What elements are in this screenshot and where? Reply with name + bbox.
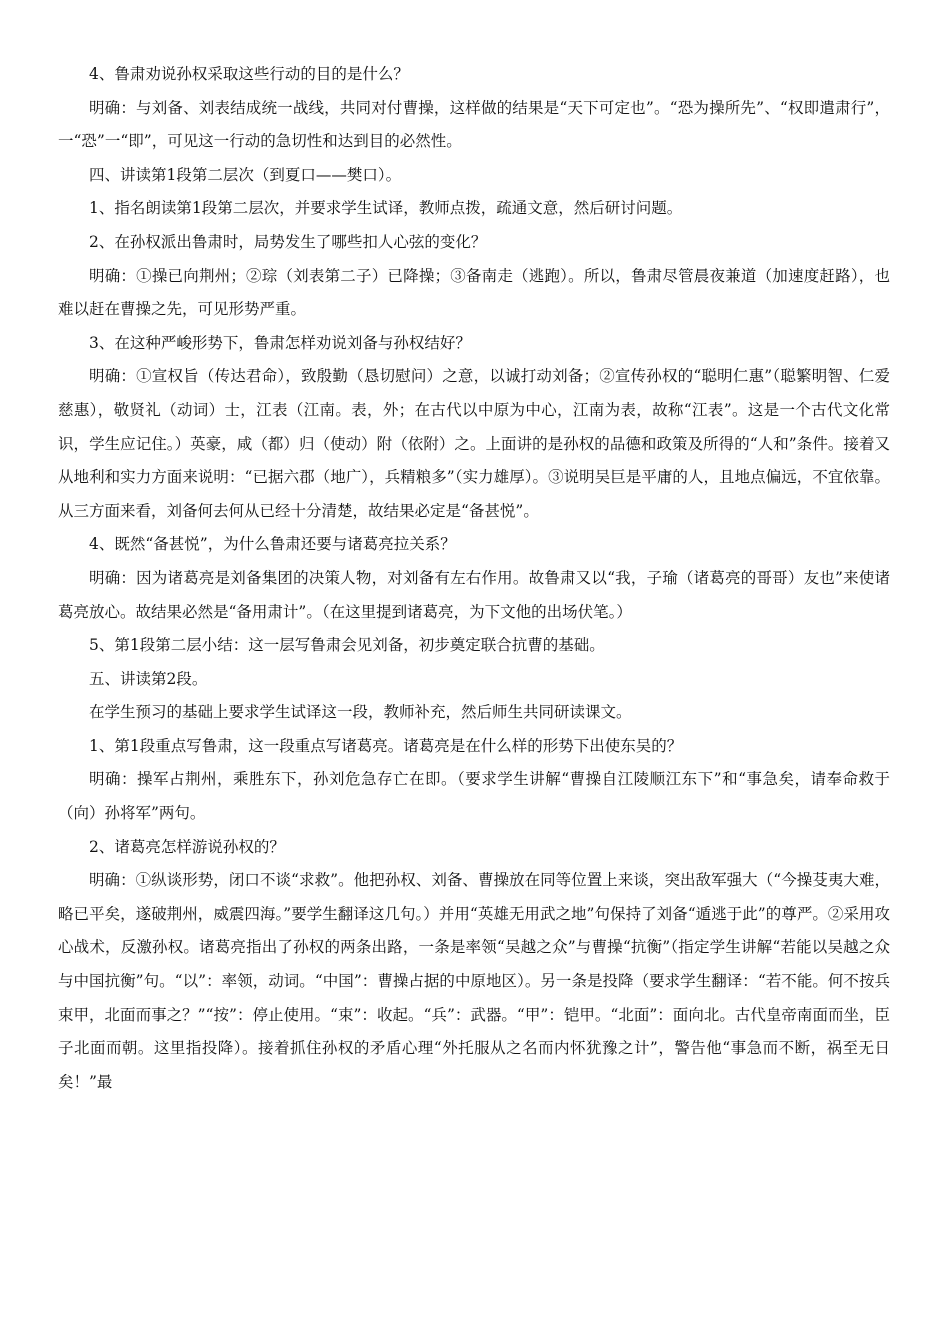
answer-2-situation: 明确：①操已向荆州；②琮（刘表第二子）已降操；③备南走（逃跑）。所以，鲁肃尽管晨夜兼道（加速度赶路），也难以赶在曹操之先，可见形势严重。: [58, 266, 890, 319]
answer-1-mission: 明确：操军占荆州，乘胜东下，孙刘危急存亡在即。（要求学生讲解“曹操自江陵顺江东下”和“事急矣，请奉命救于（向）孙将军”两句。: [58, 770, 890, 823]
question-2-lobbying: 2、诸葛亮怎样游说孙权的？: [89, 837, 285, 856]
question-1-mission: 1、第1段重点写鲁肃，这一段重点写诸葛亮。诸葛亮是在什么样的形势下出使东吴的？: [89, 736, 683, 755]
question-3-persuasion: 3、在这种严峻形势下，鲁肃怎样劝说刘备与孙权结好？: [89, 333, 471, 352]
answer-3-persuasion: 明确：①宣权旨（传达君命），致殷勤（恳切慰问）之意，以诚打动刘备；②宣传孙权的“聪明仁惠”（聪繁明智、仁爱慈惠），敬贤礼（动词）士，江表（江南。表，外；在古代以中原为中心，江南为表，故称“江表”。这是一个古代文化常识，学生应记住。）英豪，咸（都）归（使动）附（依附）之。上面讲的是孙权的品德和政策及所得的“人和”条件。接着又从地利和实力方面来说明：“已据六郡（地广），兵精粮多”（实力雄厚）。③说明吴巨是平庸的人，且地点偏远，不宜依靠。从三方面来看，刘备何去何从已经十分清楚，故结果必定是“备甚悦”。: [58, 367, 890, 520]
question-4-zhuge: 4、既然“备甚悦”，为什么鲁肃还要与诸葛亮拉关系？: [89, 535, 456, 554]
question-2-situation: 2、在孙权派出鲁肃时，局势发生了哪些扣人心弦的变化？: [89, 232, 487, 251]
summary-5: 5、第1段第二层小结：这一层写鲁肃会见刘备，初步奠定联合抗曹的基础。: [89, 636, 605, 655]
step-1-reading: 1、指名朗读第1段第二层次，并要求学生试译，教师点拨，疏通文意，然后研讨问题。: [89, 199, 683, 218]
section-5-heading: 五、讲读第2段。: [89, 669, 208, 688]
section-4-heading: 四、讲读第1段第二层次（到夏口——樊口）。: [89, 165, 402, 184]
answer-4-purpose: 明确：与刘备、刘表结成统一战线，共同对付曹操，这样做的结果是“天下可定也”。“恐为操所先”、“权即遣肃行”，一“恐”一“即”，可见这一行动的急切性和达到目的必然性。: [58, 98, 890, 151]
question-4-purpose: 4、鲁肃劝说孙权采取这些行动的目的是什么？: [89, 65, 409, 83]
section-5-intro: 在学生预习的基础上要求学生试译这一段，教师补充，然后师生共同研读课文。: [89, 703, 632, 722]
answer-2-lobbying: 明确：①纵谈形势，闭口不谈“求救”。他把孙权、刘备、曹操放在同等位置上来谈，突出敌军强大（“今操芟夷大难，略已平矣，遂破荆州，威震四海。”要学生翻译这几句。）并用“英雄无用武之地”句保持了刘备“遁逃于此”的尊严。②采用攻心战术，反激孙权。诸葛亮指出了孙权的两条出路，一条是率领“吴越之众”与曹操“抗衡”（指定学生讲解“若能以吴越之众与中国抗衡”句。“以”：率领，动词。“中国”：曹操占据的中原地区）。另一条是投降（要求学生翻译：“若不能。何不按兵束甲，北面而事之？”“按”：停止使用。“束”：收起。“兵”：武器。“甲”：铠甲。“北面”：面向北。古代皇帝南面而坐，臣子北面而朝。这里指投降）。接着抓住孙权的矛盾心理“外托服从之名而内怀犹豫之计”，警告他“事急而不断，祸至无日矣！”最: [58, 871, 890, 1091]
answer-4-zhuge: 明确：因为诸葛亮是刘备集团的决策人物，对刘备有左右作用。故鲁肃又以“我，子瑜（诸葛亮的哥哥）友也”来使诸葛亮放心。故结果必然是“备用肃计”。（在这里提到诸葛亮，为下文他的出场伏笔。）: [58, 568, 890, 621]
document-body: [58, 58, 890, 1099]
